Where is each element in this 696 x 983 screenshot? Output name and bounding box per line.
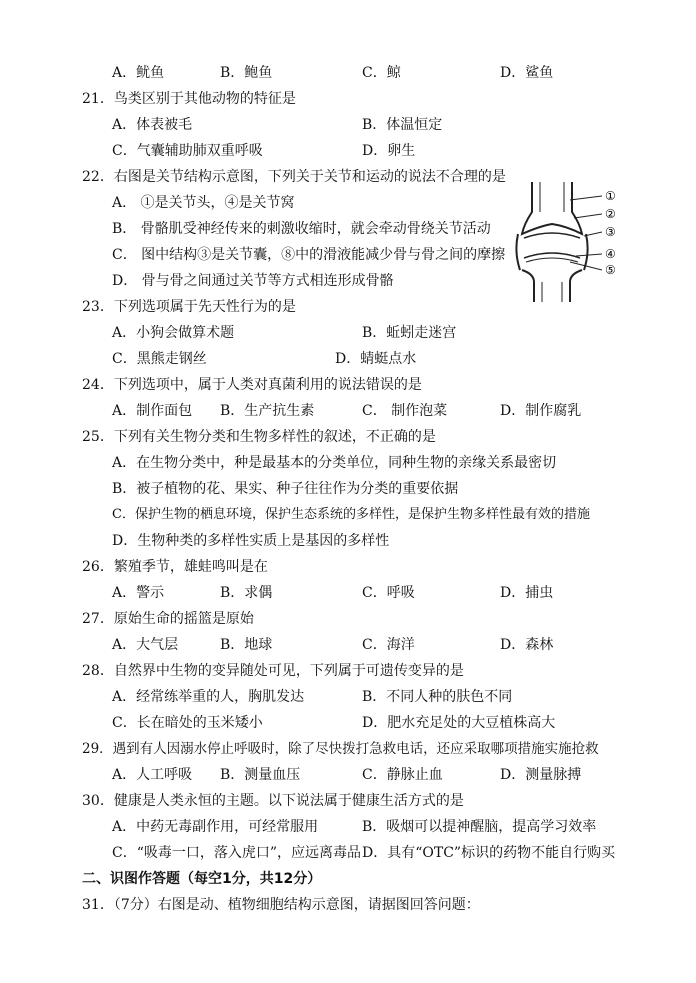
q21-option-d: D．卵生 — [362, 143, 416, 159]
q27-option-a: A．大气层 — [112, 637, 179, 653]
q27-option-c: C．海洋 — [362, 637, 415, 653]
q26-option-a: A．警示 — [112, 585, 165, 601]
q29-option-b: B．测量血压 — [220, 767, 301, 783]
question-23-stem: 23．下列选项属于先天性行为的是 — [82, 299, 296, 315]
q25-option-d: D．生物种类的多样性实质上是基因的多样性 — [112, 533, 390, 549]
label-2: ② — [605, 207, 616, 221]
q30-option-c: C．“吸毒一口，落入虎口”，应远离毒品 — [112, 845, 362, 861]
option-c: C．鲸 — [362, 65, 401, 81]
q24-option-c: C． 制作泡菜 — [362, 403, 448, 419]
q23-option-d: D．蜻蜓点水 — [335, 351, 417, 367]
question-22-stem: 22．右图是关节结构示意图，下列关于关节和运动的说法不合理的是 — [82, 169, 506, 185]
q24-option-b: B．生产抗生素 — [220, 403, 315, 419]
section-2-title: 二、识图作答题（每空1分，共12分） — [82, 871, 322, 887]
q26-option-d: D．捕虫 — [500, 585, 554, 601]
q24-option-a: A．制作面包 — [112, 403, 193, 419]
q26-option-c: C．呼吸 — [362, 585, 415, 601]
q21-option-c: C．气囊辅助肺双重呼吸 — [112, 143, 263, 159]
q22-option-b: B． 骨骼肌受神经传来的刺激收缩时，就会牵动骨绕关节活动 — [112, 221, 491, 237]
q29-option-d: D．测量脉搏 — [500, 767, 582, 783]
q30-option-a: A．中药无毒副作用，可经常服用 — [112, 819, 319, 835]
question-28-stem: 28．自然界中生物的变异随处可见，下列属于可遗传变异的是 — [82, 663, 464, 679]
q29-option-a: A．人工呼吸 — [112, 767, 193, 783]
q28-option-c: C．长在暗处的玉米矮小 — [112, 715, 263, 731]
q28-option-b: B．不同人种的肤色不同 — [362, 689, 513, 705]
question-21-stem: 21．鸟类区别于其他动物的特征是 — [82, 91, 296, 107]
q30-option-d: D．具有“OTC”标识的药物不能自行购买 — [362, 845, 616, 861]
question-29-stem: 29．遇到有人因溺水停止呼吸时，除了尽快拨打急救电话，还应采取哪项措施实施抢救 — [82, 741, 599, 757]
q28-option-a: A．经常练举重的人，胸肌发达 — [112, 689, 305, 705]
q27-option-b: B．地球 — [220, 637, 273, 653]
q25-option-c: C．保护生物的栖息环境，保护生态系统的多样性，是保护生物多样性最有效的措施 — [112, 507, 590, 522]
joint-structure-diagram — [510, 178, 628, 306]
q22-option-c: C． 图中结构③是关节囊，⑧中的滑液能减少骨与骨之间的摩擦 — [112, 247, 506, 263]
q26-option-b: B．求偶 — [220, 585, 273, 601]
question-30-stem: 30．健康是人类永恒的主题。以下说法属于健康生活方式的是 — [82, 793, 464, 809]
q25-option-b: B．被子植物的花、果实、种子往往作为分类的重要依据 — [112, 481, 459, 497]
label-5: ⑤ — [605, 263, 616, 277]
q23-option-b: B．蚯蚓走迷宫 — [362, 325, 457, 341]
option-b: B．鲍鱼 — [220, 65, 273, 81]
q29-option-c: C．静脉止血 — [362, 767, 443, 783]
q23-option-c: C．黑熊走钢丝 — [112, 351, 207, 367]
question-26-stem: 26．繁殖季节，雄蛙鸣叫是在 — [82, 559, 268, 575]
option-a: A．鱿鱼 — [112, 65, 165, 81]
q23-option-a: A．小狗会做算术题 — [112, 325, 235, 341]
question-24-stem: 24．下列选项中，属于人类对真菌利用的说法错误的是 — [82, 377, 422, 393]
q22-option-d: D． 骨与骨之间通过关节等方式相连形成骨骼 — [112, 273, 394, 289]
option-d: D．鲨鱼 — [500, 65, 554, 81]
label-4: ④ — [605, 247, 616, 261]
label-1: ① — [605, 189, 616, 203]
q22-option-a: A． ①是关节头，④是关节窝 — [112, 195, 295, 211]
q21-option-a: A．体表被毛 — [112, 117, 193, 133]
question-25-stem: 25．下列有关生物分类和生物多样性的叙述，不正确的是 — [82, 429, 436, 445]
question-27-stem: 27．原始生命的摇篮是原始 — [82, 611, 254, 627]
q30-option-b: B．吸烟可以提神醒脑，提高学习效率 — [362, 819, 597, 835]
question-31-stem: 31．（7分）右图是动、植物细胞结构示意图，请据图回答问题： — [82, 897, 480, 913]
q27-option-d: D．森林 — [500, 637, 554, 653]
q28-option-d: D．肥水充足处的大豆植株高大 — [362, 715, 556, 731]
q21-option-b: B．体温恒定 — [362, 117, 443, 133]
q25-option-a: A．在生物分类中，种是最基本的分类单位，同种生物的亲缘关系最密切 — [112, 455, 557, 471]
label-3: ③ — [605, 225, 616, 239]
q24-option-d: D．制作腐乳 — [500, 403, 582, 419]
